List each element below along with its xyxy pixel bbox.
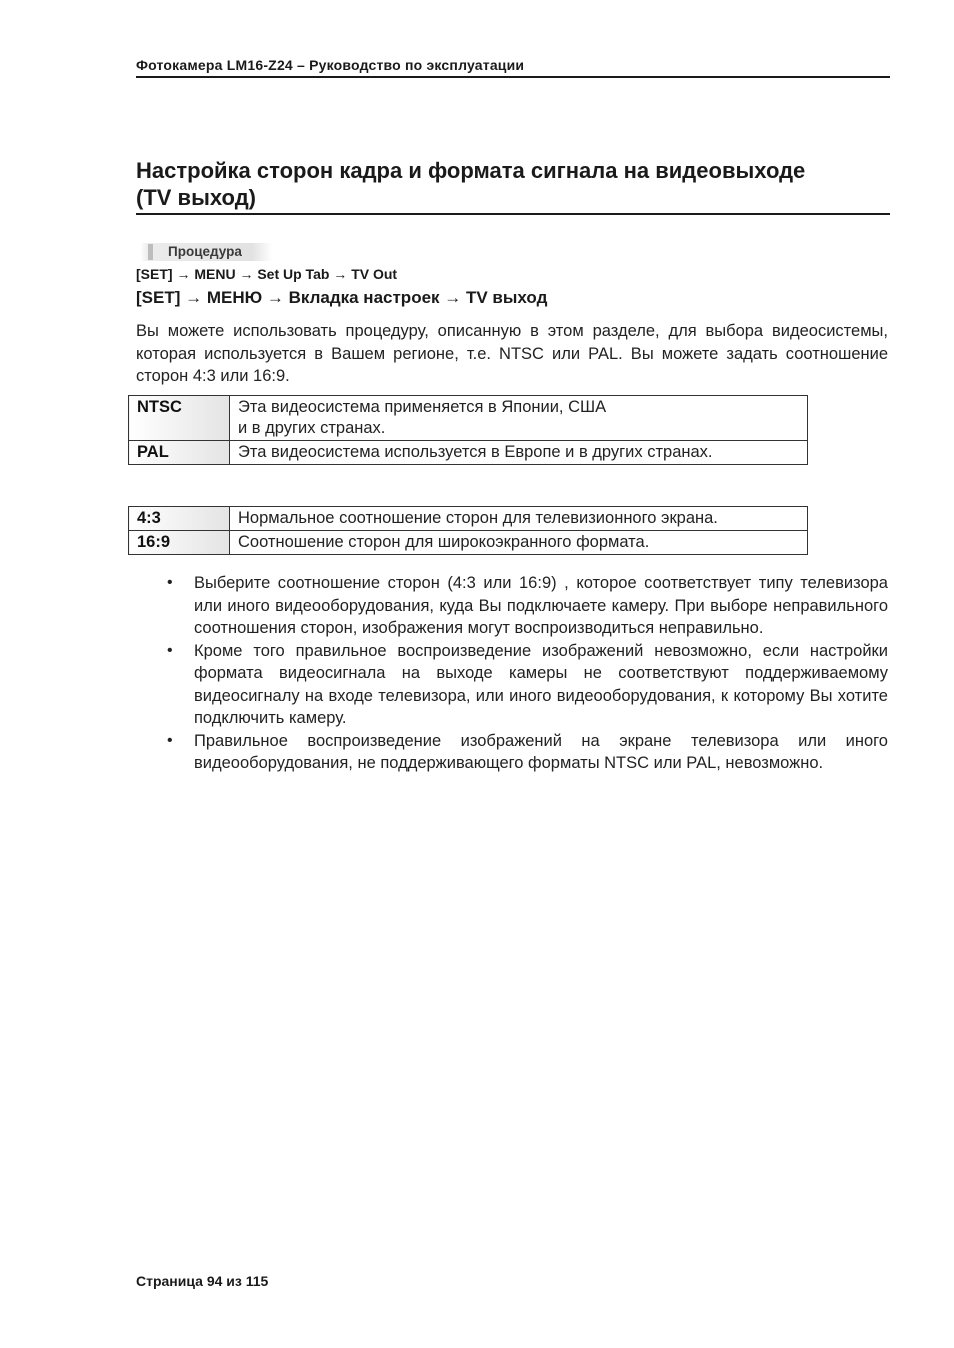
aspect-ratio-key: 4:3 [129,507,230,531]
bullet-icon: • [167,641,173,659]
video-system-key: PAL [129,441,230,465]
procedure-tag [140,243,272,261]
description-line: Эта видеосистема применяется в Японии, США [238,398,607,416]
notes-list [160,572,888,775]
note-text: Выберите соотношение сторон (4:3 или 16:9) , которое соответствует типу телевизора или иного видеооборудования, куда Вы подключаете камеру. При выборе неправильного соотношения сторон, изображения могут воспроизводиться неправильно. [194,574,888,637]
bullet-icon: • [167,574,173,591]
video-system-table [128,395,808,465]
section-title-line-1: Настройка сторон кадра и формата сигнала на видеовыходе [136,158,806,183]
menu-path-russian: [SET] → МЕНЮ → Вкладка настроек → TV выход [136,288,548,307]
procedure-tag-label: Процедура [168,244,242,259]
video-system-description [230,441,808,465]
table-row [129,396,808,441]
intro-paragraph: Вы можете использовать процедуру, описанную в этом разделе, для выбора видеосистемы, которая используется в Вашем регионе, т.е. NTSC или PAL. Вы можете задать соотношение сторон 4:3 или 16:9. [136,322,888,385]
section-title-line-2: (TV выход) [136,185,256,210]
aspect-ratio-description: Нормальное соотношение сторон для телевизионного экрана. [230,507,808,531]
list-item [160,640,888,730]
aspect-ratio-table [128,506,808,555]
bullet-icon: • [167,731,173,749]
table-row [129,531,808,555]
section-title [136,157,890,215]
note-text: Кроме того правильное воспроизведение изображений невозможно, если настройки формата видеосигнала на выходе камеры не соответствуют поддерживаемому видеосигналу на входе телевизора, или иного видеооборудования, к которому Вы хотите подключить камеру. [194,641,888,727]
procedure-tag-bar [148,244,153,260]
video-system-key: NTSC [129,396,230,441]
page-footer: Страница 94 из 115 [136,1273,269,1289]
menu-path-english: [SET] → MENU → Set Up Tab → TV Out [136,266,398,282]
note-text: Правильное воспроизведение изображений на экране телевизора или иного видеооборудования, не поддерживающего форматы NTSC или PAL, невозможно. [194,731,888,772]
list-item [160,730,888,775]
table-row [129,507,808,531]
table-row [129,441,808,465]
description-line: Эта видеосистема используется в Европе и в других странах. [238,443,713,461]
aspect-ratio-key: 16:9 [129,531,230,555]
list-item [160,572,888,640]
description-line: и в других странах. [238,419,386,437]
video-system-description [230,396,808,441]
page-header: Фотокамера LM16-Z24 – Руководство по эксплуатации [136,57,890,78]
aspect-ratio-description: Соотношение сторон для широкоэкранного формата. [230,531,808,555]
